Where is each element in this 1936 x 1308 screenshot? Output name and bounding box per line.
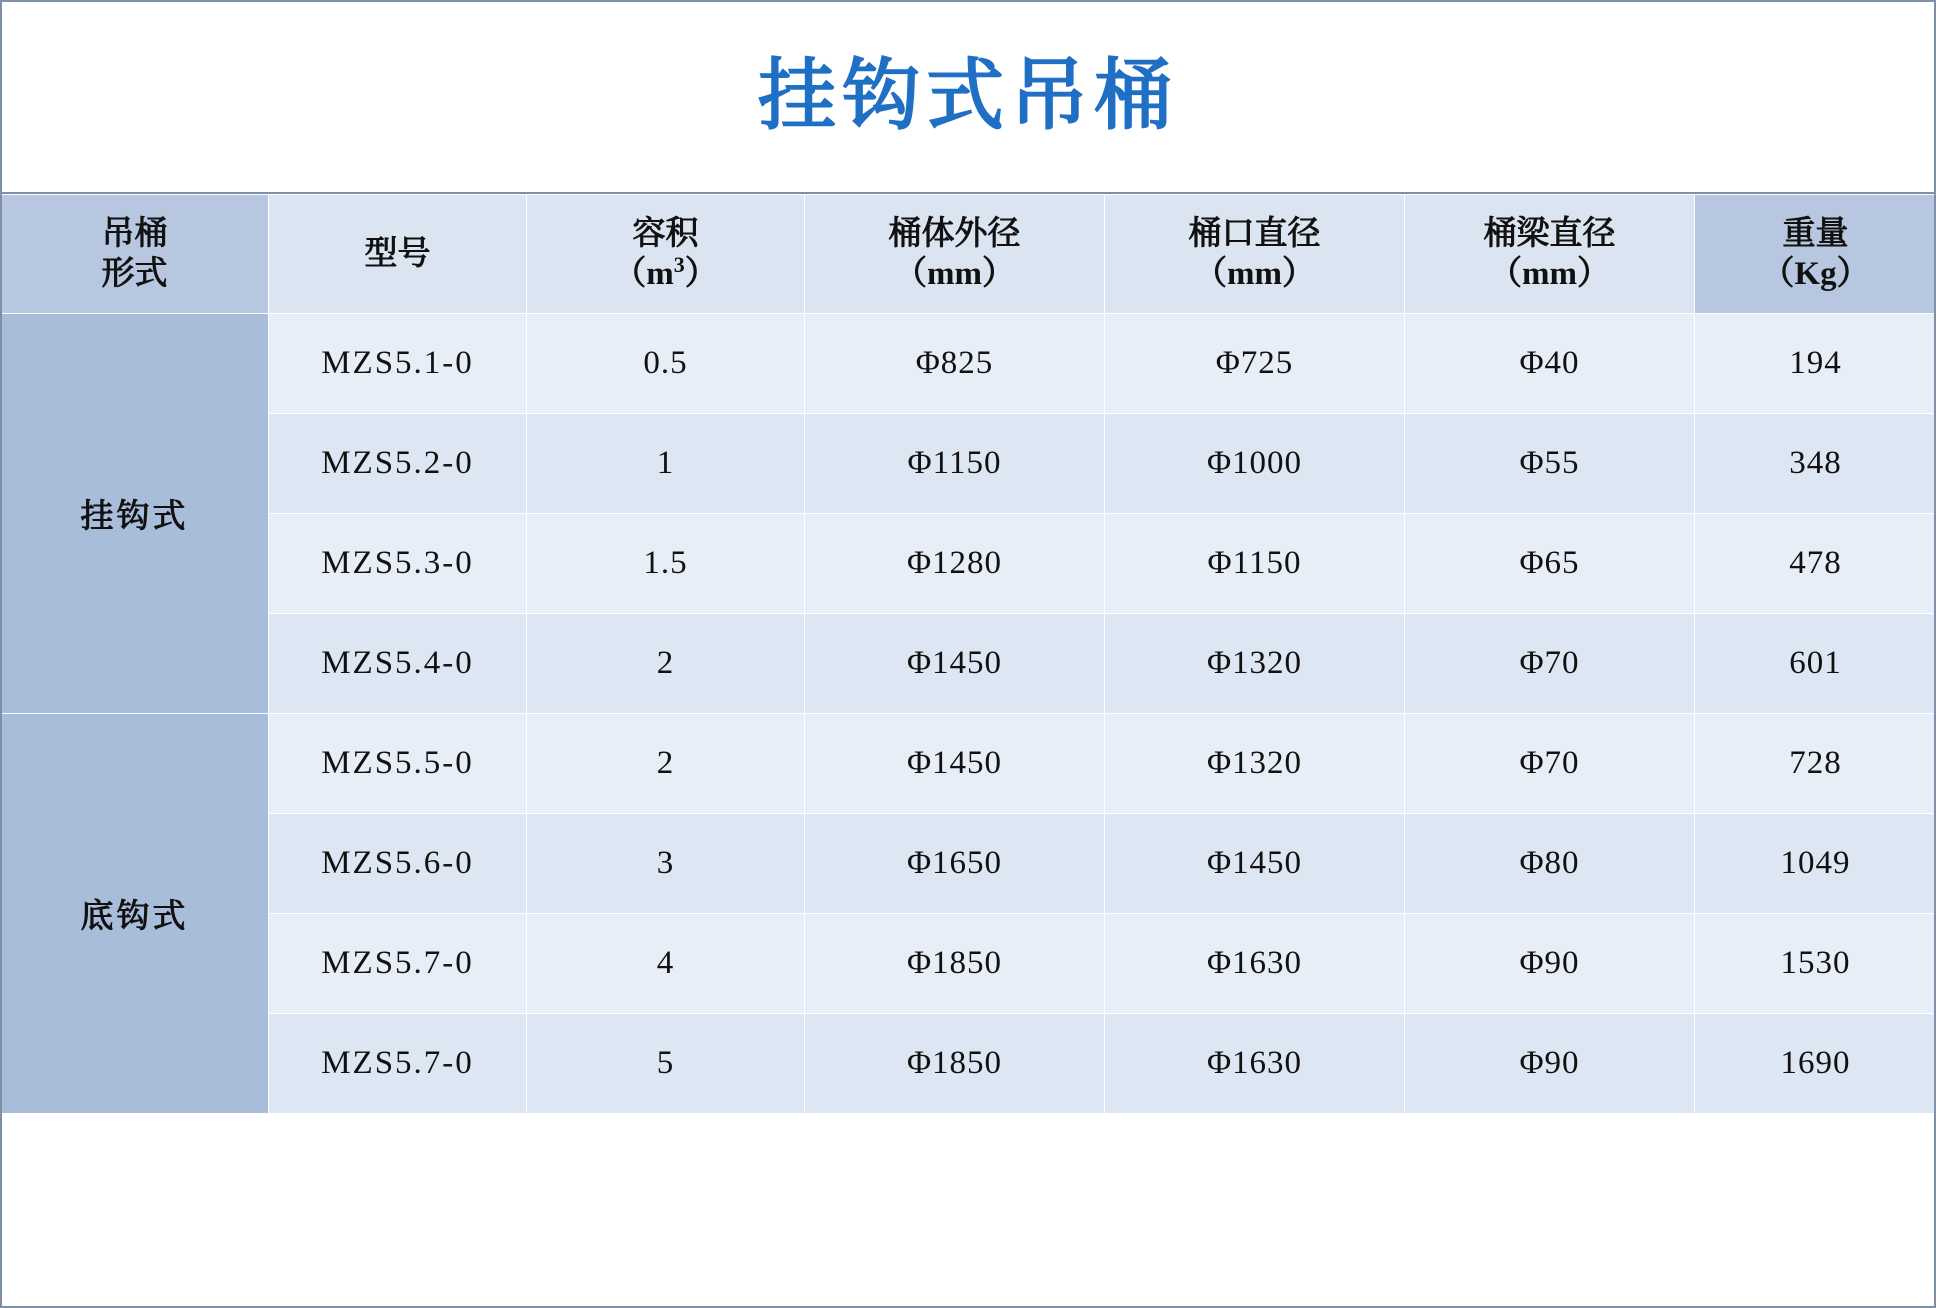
document-title-band	[0, 0, 1936, 194]
column-header-volume-unit: $(m^3)$	[613, 252, 718, 292]
cell-beam-diameter: Φ70	[1405, 714, 1695, 814]
cell-body-diameter: Φ1650	[805, 814, 1105, 914]
cell-volume: 4	[527, 914, 805, 1014]
cell-body-diameter: Φ825	[805, 314, 1105, 414]
cell-weight: 601	[1695, 614, 1936, 714]
cell-volume: 0.5	[527, 314, 805, 414]
cell-model: MZS5.5-0	[269, 714, 527, 814]
cell-model: MZS5.7-0	[269, 1014, 527, 1114]
cell-beam-diameter: Φ65	[1405, 514, 1695, 614]
specification-table	[0, 194, 1936, 1114]
cell-mouth-diameter: Φ1630	[1105, 1014, 1405, 1114]
cell-beam-diameter: Φ40	[1405, 314, 1695, 414]
cell-volume: 3	[527, 814, 805, 914]
cell-volume: 1	[527, 414, 805, 514]
cell-weight: 1690	[1695, 1014, 1936, 1114]
cell-volume: 2	[527, 614, 805, 714]
cell-body-diameter: Φ1850	[805, 1014, 1105, 1114]
cell-mouth-diameter: Φ1630	[1105, 914, 1405, 1014]
table-row	[1, 914, 1936, 1014]
table-row	[1, 514, 1936, 614]
cell-beam-diameter: Φ70	[1405, 614, 1695, 714]
cell-mouth-diameter: Φ1320	[1105, 614, 1405, 714]
cell-weight: 728	[1695, 714, 1936, 814]
cell-mouth-diameter: Φ1150	[1105, 514, 1405, 614]
group-cell-bottom-hook-type: 底钩式	[1, 714, 269, 1114]
cell-mouth-diameter: Φ1000	[1105, 414, 1405, 514]
cell-model: MZS5.2-0	[269, 414, 527, 514]
table-row	[1, 814, 1936, 914]
cell-body-diameter: Φ1280	[805, 514, 1105, 614]
table-header	[1, 195, 1936, 314]
group-cell-hook-type: 挂钩式	[1, 314, 269, 714]
cell-body-diameter: Φ1150	[805, 414, 1105, 514]
table-row	[1, 714, 1936, 814]
column-header-body-diameter: 桶体外径 （mm）	[805, 195, 1105, 314]
cell-beam-diameter: Φ55	[1405, 414, 1695, 514]
cell-volume: 5	[527, 1014, 805, 1114]
column-header-model: 型号	[269, 195, 527, 314]
column-header-beam-diameter: 桶梁直径 （mm）	[1405, 195, 1695, 314]
cell-model: MZS5.4-0	[269, 614, 527, 714]
table-row	[1, 314, 1936, 414]
cell-weight: 194	[1695, 314, 1936, 414]
cell-mouth-diameter: Φ1320	[1105, 714, 1405, 814]
cell-volume: 1.5	[527, 514, 805, 614]
cell-body-diameter: Φ1850	[805, 914, 1105, 1014]
cell-beam-diameter: Φ90	[1405, 1014, 1695, 1114]
cell-model: MZS5.6-0	[269, 814, 527, 914]
cell-body-diameter: Φ1450	[805, 714, 1105, 814]
table-row	[1, 1014, 1936, 1114]
cell-beam-diameter: Φ80	[1405, 814, 1695, 914]
table-header-row	[1, 195, 1936, 314]
column-header-form: 吊桶 形式	[1, 195, 269, 314]
cell-model: MZS5.3-0	[269, 514, 527, 614]
cell-weight: 1049	[1695, 814, 1936, 914]
table-row	[1, 414, 1936, 514]
column-header-mouth-diameter: 桶口直径 （mm）	[1105, 195, 1405, 314]
cell-weight: 348	[1695, 414, 1936, 514]
cell-body-diameter: Φ1450	[805, 614, 1105, 714]
cell-model: MZS5.7-0	[269, 914, 527, 1014]
table-body	[1, 314, 1936, 1114]
column-header-volume: 容积 $(m^3)$	[527, 195, 805, 314]
page-title: 挂钩式吊桶	[757, 51, 1178, 141]
cell-weight: 478	[1695, 514, 1936, 614]
cell-model: MZS5.1-0	[269, 314, 527, 414]
column-header-weight: 重量 （Kg）	[1695, 195, 1936, 314]
cell-mouth-diameter: Φ1450	[1105, 814, 1405, 914]
cell-volume: 2	[527, 714, 805, 814]
cell-weight: 1530	[1695, 914, 1936, 1014]
table-row	[1, 614, 1936, 714]
cell-beam-diameter: Φ90	[1405, 914, 1695, 1014]
cell-mouth-diameter: Φ725	[1105, 314, 1405, 414]
